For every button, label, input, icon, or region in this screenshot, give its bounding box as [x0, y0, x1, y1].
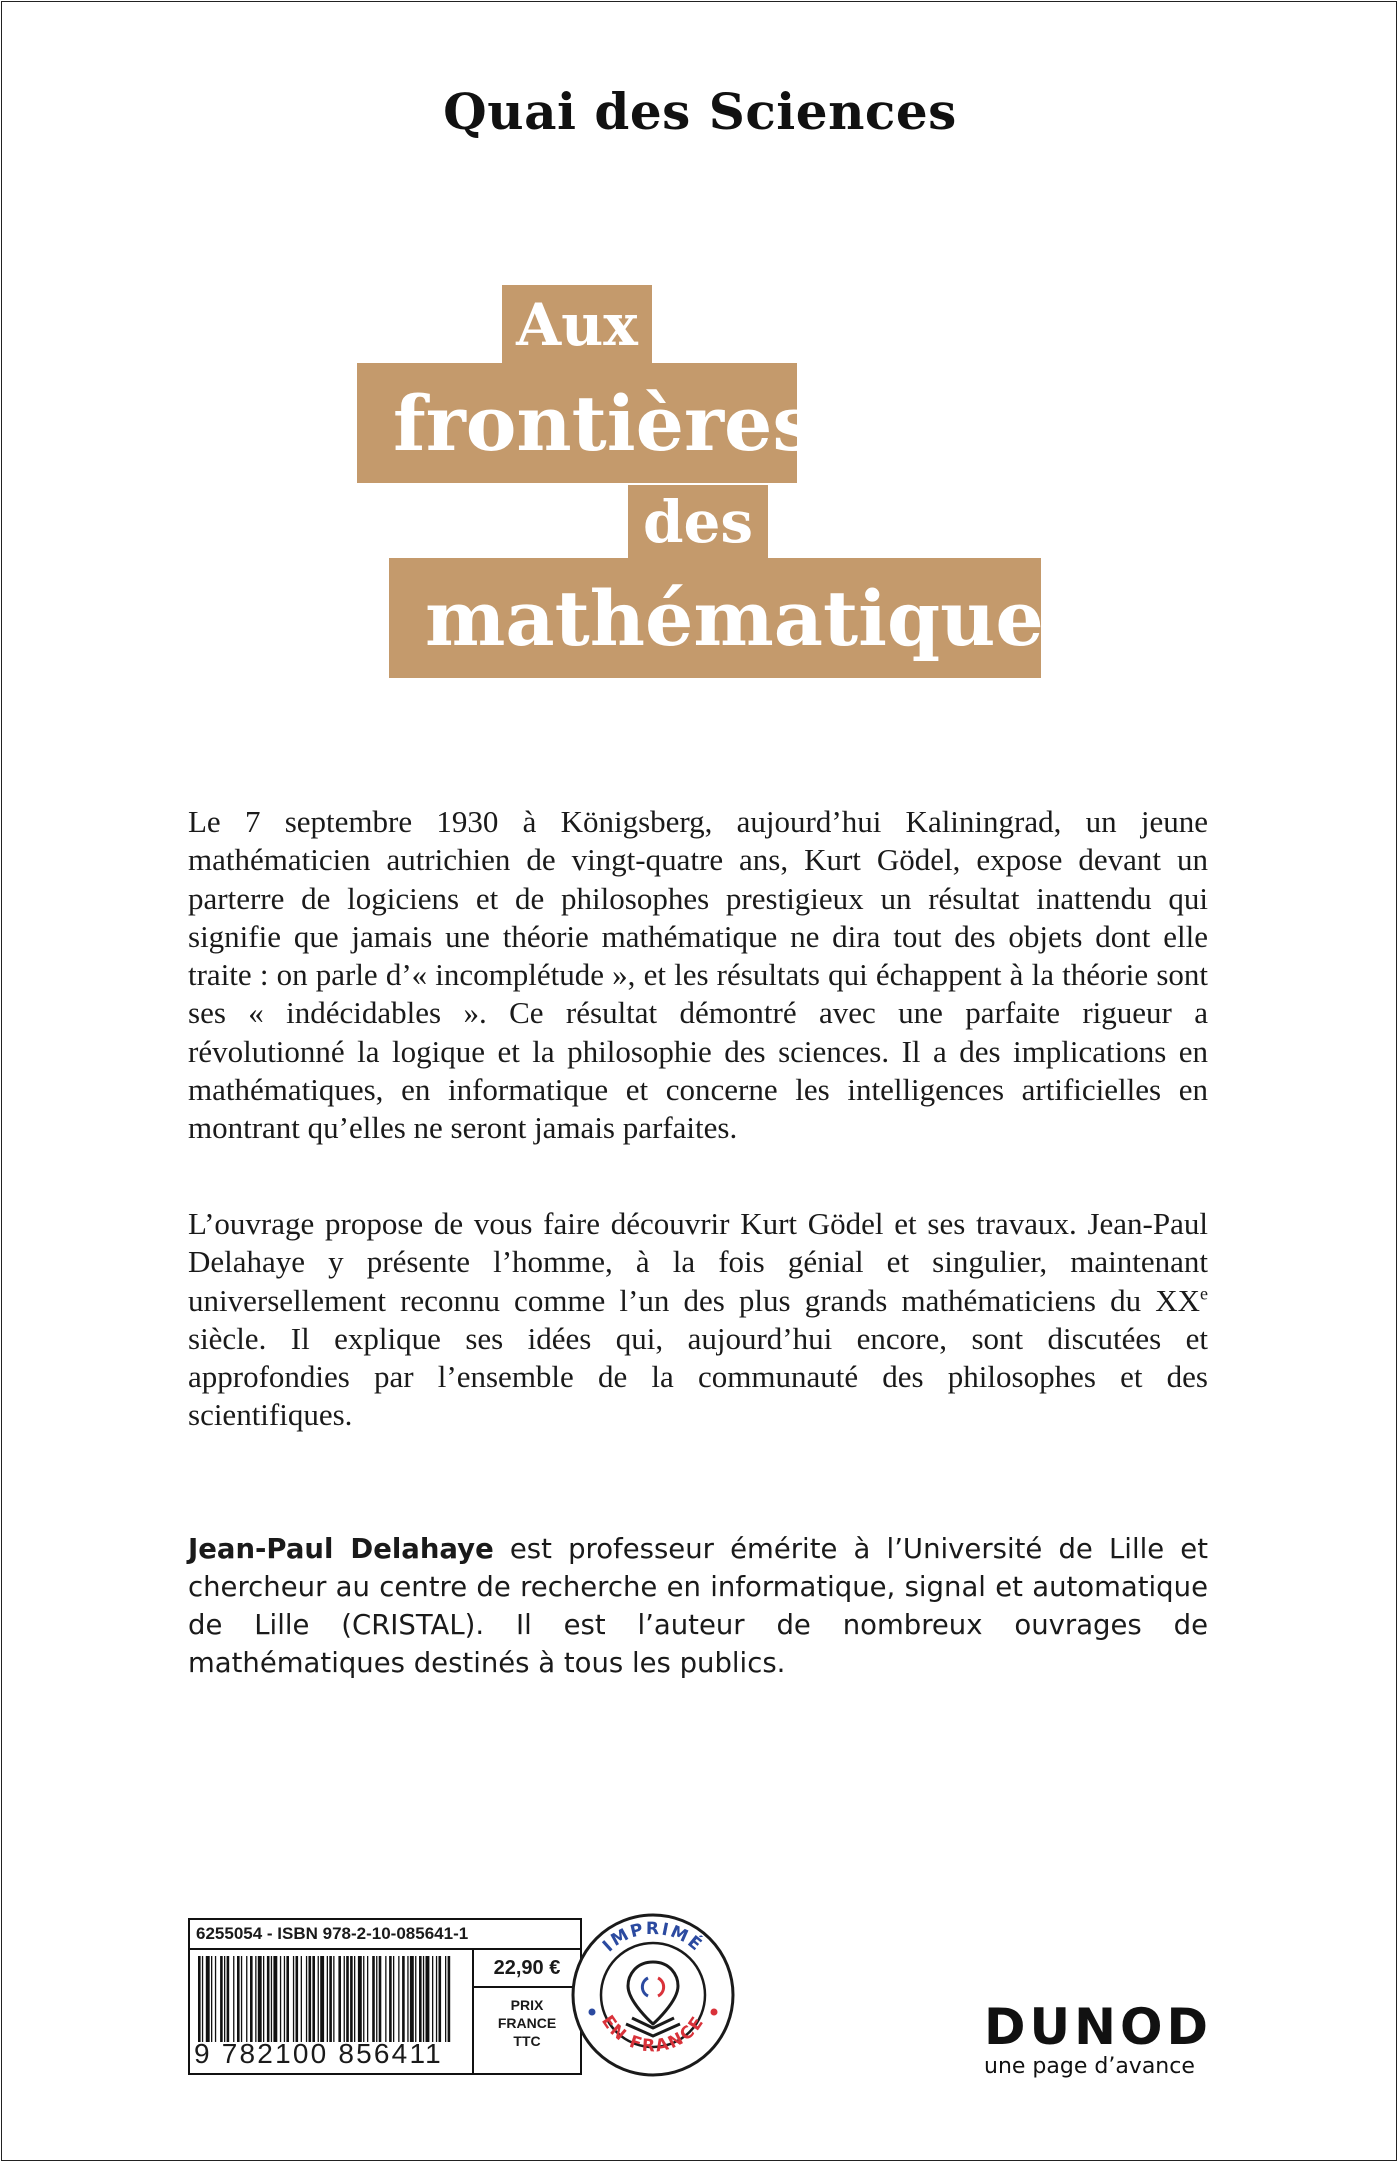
barcode-bar [312, 1956, 315, 2042]
author-bio-text: est professeur émérite à l’Université de Lille et chercheur au centre de recherche en informatique, signal et automatique de Lille (CRISTAL). Il est l’auteur de nombreux ouvrages de mathématiques destinés à tous les publics. [188, 1533, 1209, 1679]
title-line-3: des [628, 485, 768, 558]
price-column [472, 1950, 580, 2073]
barcode-bar [402, 1956, 405, 2042]
barcode-bar [241, 1956, 242, 2042]
barcode-bar [329, 1956, 332, 2042]
title-line-1: Aux [502, 285, 652, 365]
barcode-bar [419, 1956, 422, 2042]
barcode-bar [220, 1956, 223, 2042]
barcode-bar [344, 1956, 345, 2042]
barcode-bar [309, 1956, 312, 2042]
barcode-bar [423, 1956, 424, 2042]
barcode-bar [206, 1956, 210, 2042]
barcode-bar [293, 1956, 294, 2042]
seal-top-text: IMPRIMÉ [599, 1918, 707, 1957]
title-line-4: mathématiques [389, 558, 1041, 678]
barcode-bar [284, 1956, 285, 2042]
barcode-digits: 9 782100 856411 [194, 2038, 443, 2069]
barcode-bar [372, 1956, 375, 2042]
blurb-paragraph-2-end: siècle. Il explique ses idées qui, aujourd’hui encore, sont discutées et approfondies par l’ensemble de la communauté des philosophes et des scientifiques. [188, 1320, 1208, 1433]
barcode-bar [393, 1956, 394, 2042]
barcode-bar [280, 1956, 281, 2042]
barcode-bar [398, 1956, 399, 2042]
publisher-logo [984, 2000, 1214, 2080]
barcode-bar [367, 1956, 368, 2042]
seal-dot-right [711, 2009, 718, 2016]
barcode-bar [301, 1956, 302, 2042]
barcode-bar [448, 1956, 451, 2042]
barcode-bar [346, 1956, 349, 2042]
barcode-bar [436, 1956, 437, 2042]
price-note-line-2: FRANCE [497, 2015, 557, 2031]
barcode-bar [271, 1956, 272, 2042]
barcode-bar [415, 1956, 416, 2042]
title-line-2: frontières [357, 363, 797, 483]
barcode-panel [188, 1918, 582, 2075]
barcode-bar [233, 1956, 234, 2042]
barcode-bar [358, 1956, 362, 2042]
barcode-bar [306, 1956, 307, 2042]
author-name: Jean-Paul Delahaye [188, 1533, 494, 1565]
barcode-bar [211, 1956, 212, 2042]
barcode-bar [407, 1956, 408, 2042]
publisher-tagline: une page d’avance [984, 2054, 1195, 2079]
barcode-bar [250, 1956, 253, 2042]
price-note [474, 1996, 580, 2050]
barcode-bar [426, 1956, 430, 2042]
barcode-bar [246, 1956, 247, 2042]
barcode-bar [354, 1956, 355, 2042]
barcode-bar [376, 1956, 377, 2042]
barcode-bar [439, 1956, 442, 2042]
blurb-paragraph-2-start: L’ouvrage propose de vous faire découvrir Kurt Gödel et ses travaux. Jean-Paul Delahaye y présente l’homme, à la fois génial et singulier, maintenant universellement reconnu comme l’un des plus grands mathématiciens du XX [188, 1206, 1208, 1318]
barcode-bar [350, 1956, 353, 2042]
barcode-bar [410, 1956, 414, 2042]
barcode-bar [296, 1956, 299, 2042]
barcode-bar [237, 1956, 240, 2042]
author-bio [188, 1530, 1208, 1682]
barcode-bar [389, 1956, 392, 2042]
barcode-bar [215, 1956, 216, 2042]
barcode-bar [327, 1956, 328, 2042]
barcode-bar [432, 1956, 433, 2042]
barcode-bar [255, 1956, 256, 2042]
barcode-bar [445, 1956, 446, 2042]
price-note-line-3: TTC [513, 2033, 541, 2049]
seal-bottom-text: EN FRANCE [597, 2011, 709, 2057]
barcode-bar [258, 1956, 262, 2042]
barcode-bar [320, 1956, 324, 2042]
century-superscript: e [1200, 1283, 1208, 1304]
barcode-bar [286, 1956, 289, 2042]
barcode-bar [385, 1956, 386, 2042]
seal-dot-left [589, 2009, 596, 2016]
price: 22,90 € [474, 1950, 580, 1988]
barcode-bar [379, 1956, 382, 2042]
price-note-line-1: PRIX [510, 1997, 544, 2013]
barcode-bar [363, 1956, 364, 2042]
barcode-bar [224, 1956, 225, 2042]
barcode-bar [202, 1956, 203, 2042]
barcode-bar [333, 1956, 334, 2042]
publisher-name: DUNOD [984, 1998, 1212, 2056]
barcode-bar [273, 1956, 277, 2042]
barcode-bar [227, 1956, 230, 2042]
barcode-bar [263, 1956, 264, 2042]
barcode-bar [267, 1956, 270, 2042]
isbn-line: 6255054 - ISBN 978-2-10-085641-1 [190, 1920, 580, 1950]
barcode-bars [196, 1956, 454, 2042]
imprime-en-france-seal [570, 1912, 736, 2078]
barcode-bar [198, 1956, 201, 2042]
collection-title: Quai des Sciences [443, 82, 957, 141]
barcode-bar [318, 1956, 319, 2042]
barcode-bar [338, 1956, 341, 2042]
blurb-paragraph-1: Le 7 septembre 1930 à Königsberg, aujourd’hui Kaliningrad, un jeune mathématicien autrichien de vingt-quatre ans, Kurt Gödel, expose devant un parterre de logiciens et de philosophes prestigieux un résultat inattendu qui signifie que jamais une théorie mathématique ne dira tout des objets dont elle traite : on parle d’« incomplétude », et les résultats qui échappent à la théorie sont ses « indécidables ». Ce résultat démontré avec une parfaite rigueur a révolutionné la logique et la philosophie des sciences. Il a des implications en mathématiques, en informatique et concerne les intelligences artificielles en montrant qu’elles ne seront jamais parfaites. [188, 804, 1208, 1146]
blurb-paragraph-2 [188, 1205, 1208, 1435]
